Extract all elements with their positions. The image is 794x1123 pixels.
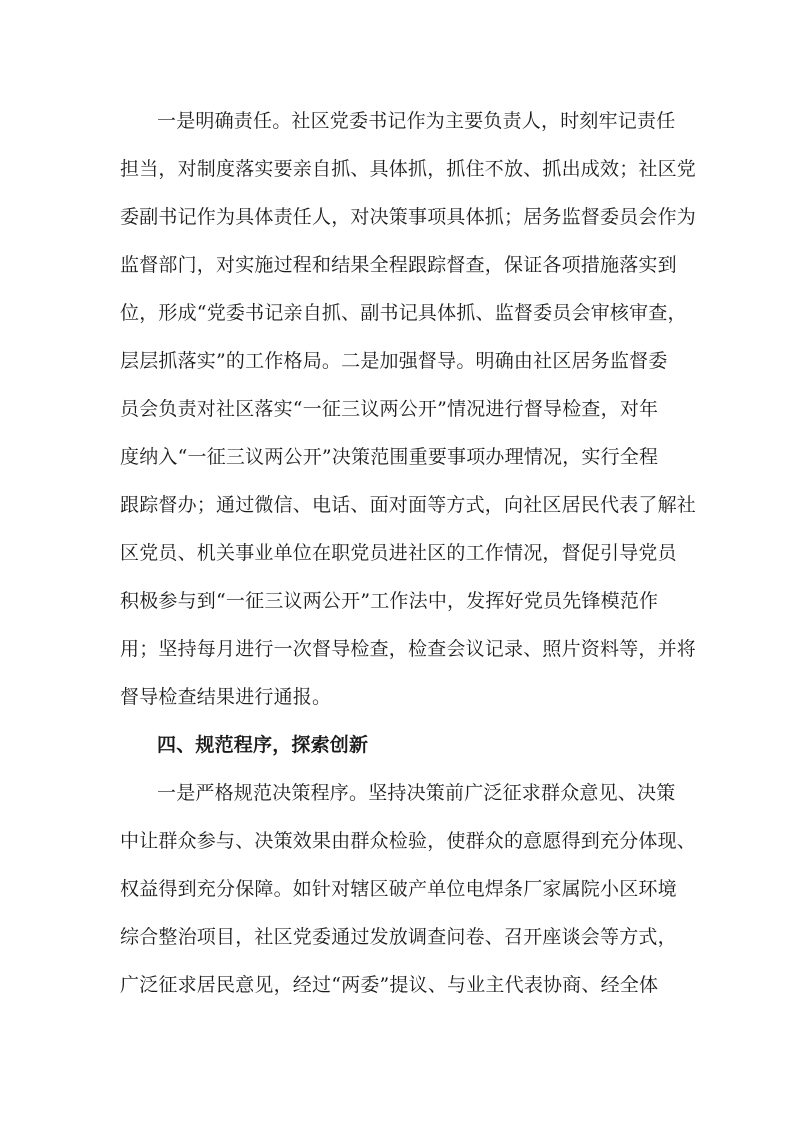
paragraph-line: 委副书记作为具体责任人，对决策事项具体抓；居务监督委员会作为 [120, 206, 697, 228]
paragraph-line: 积极参与到“一征三议两公开”工作法中，发挥好党员先锋模范作 [120, 590, 659, 612]
paragraph-line: 中让群众参与、决策效果由群众检验，使群众的意愿得到充分体现、 [120, 830, 697, 852]
paragraph-line: 一是明确责任。社区党委书记作为主要负责人，时刻牢记责任 [157, 110, 676, 132]
paragraph-line: 跟踪督办；通过微信、电话、面对面等方式，向社区居民代表了解社 [120, 494, 697, 516]
paragraph-line: 一是严格规范决策程序。坚持决策前广泛征求群众意见、决策 [157, 782, 676, 804]
paragraph-line: 担当，对制度落实要亲自抓、具体抓，抓住不放、抓出成效；社区党 [120, 158, 697, 180]
paragraph-line: 员会负责对社区落实“一征三议两公开”情况进行督导检查，对年 [120, 398, 659, 420]
paragraph-line: 位，形成“党委书记亲自抓、副书记具体抓、监督委员会审核审查， [120, 302, 687, 324]
paragraph-line: 督导检查结果进行通报。 [120, 686, 332, 708]
section-heading: 四、规范程序，探索创新 [157, 734, 369, 756]
paragraph-line: 层层抓落实”的工作格局。二是加强督导。明确由社区居务监督委 [120, 350, 668, 372]
paragraph-line: 度纳入“一征三议两公开”决策范围重要事项办理情况，实行全程 [120, 446, 659, 468]
paragraph-line: 区党员、机关事业单位在职党员进社区的工作情况，督促引导党员 [120, 542, 677, 564]
paragraph-line: 综合整治项目，社区党委通过发放调查问卷、召开座谈会等方式， [120, 926, 677, 948]
paragraph-line: 广泛征求居民意见，经过“两委”提议、与业主代表协商、经全体 [120, 974, 659, 996]
paragraph-line: 监督部门，对实施过程和结果全程跟踪督查，保证各项措施落实到 [120, 254, 677, 276]
paragraph-line: 用；坚持每月进行一次督导检查，检查会议记录、照片资料等，并将 [120, 638, 697, 660]
paragraph-line: 权益得到充分保障。如针对辖区破产单位电焊条厂家属院小区环境 [120, 878, 677, 900]
